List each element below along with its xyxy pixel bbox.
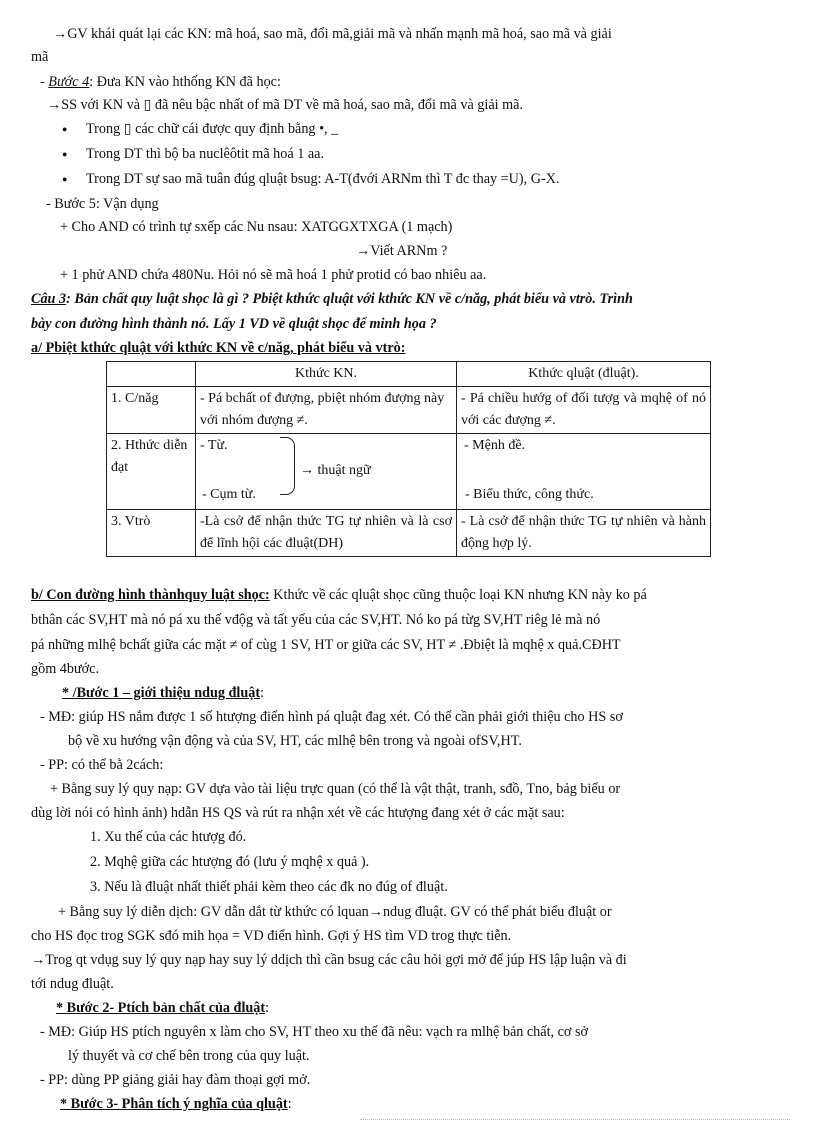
cell-line: - Mệnh đề. bbox=[464, 438, 526, 453]
section-a-heading: a/ Pbiệt kthức qluật với kthức KN về c/năg, phát biểu và vtrò: bbox=[31, 340, 406, 356]
text-line: →Viết ARNm ? bbox=[356, 243, 448, 259]
text-line: lý thuyết và cơ chế bên trong của quy luật. bbox=[68, 1048, 310, 1064]
step-heading-colon: : bbox=[265, 1000, 270, 1016]
question-3 bbox=[31, 288, 633, 312]
text-line: gồm 4bước. bbox=[31, 661, 99, 677]
text-line: - PP: dùng PP giảng giải hay đàm thoại gợi mở. bbox=[40, 1072, 311, 1088]
step-heading-text: * /Bước 1 – giới thiệu ndug đluật bbox=[62, 685, 261, 701]
table-cell bbox=[196, 434, 457, 510]
step-heading-colon: : bbox=[260, 685, 265, 701]
table-cell: 3. Vtrò bbox=[107, 510, 196, 557]
table-cell: - Pá chiều hướg of đối tượg và mqhệ of nó với các đượng ≠. bbox=[457, 387, 711, 434]
numbered-item: 3. Nếu là đluật nhất thiết phải kèm theo các đk no đúg of đluật. bbox=[90, 879, 448, 895]
step-heading-text: * Bước 3- Phân tích ý nghĩa của qluật bbox=[60, 1096, 288, 1112]
step-4-line bbox=[40, 71, 281, 95]
step-heading-colon: : bbox=[287, 1096, 292, 1112]
text-line: bộ về xu hướng vận động và của SV, HT, các mlhệ bên trong và ngoài ofSV,HT. bbox=[68, 733, 522, 749]
text-line: dùg lời nói có hình ảnh) hdẫn HS QS và rút ra nhận xét về các htượng đang xét ở các mặt sau: bbox=[31, 805, 565, 821]
table-header-row bbox=[107, 362, 711, 387]
table-header-cell: Kthức KN. bbox=[196, 362, 457, 387]
question-label: Câu 3 bbox=[31, 291, 67, 307]
cell-line: - Cụm từ. bbox=[202, 487, 256, 502]
table-cell: 1. C/năg bbox=[107, 387, 196, 434]
step-2-heading bbox=[56, 997, 269, 1021]
table-cell: -Là csở để nhận thức TG tự nhiên và là csơ để lĩnh hội các đluật(DH) bbox=[196, 510, 457, 557]
table-header-cell: Kthức qluật (đluật). bbox=[457, 362, 711, 387]
text-line: →SS với KN và ▯ đã nêu bậc nhất of mã DT về mã hoá, sao mã, đổi mã và giải mã. bbox=[47, 97, 524, 113]
step-label: Bước 4 bbox=[48, 74, 90, 90]
text-line: - MĐ: Giúp HS ptích nguyên x làm cho SV, HT theo xu thế đã nêu: vạch ra mlhệ bản chất, cơ sở bbox=[40, 1024, 588, 1040]
section-b-text: Kthức về các qluật shọc cũng thuộc loại KN nhưng KN này ko pá bbox=[269, 587, 647, 603]
text-line: →Trog qt vdụg suy lý quy nạp hay suy lý ddịch thì cần bsug các câu hỏi gợi mở để júp HS lập luận và đi bbox=[31, 952, 627, 968]
numbered-item: 1. Xu thế của các htượg đó. bbox=[90, 829, 247, 845]
bullet-item: ● Trong DT sự sao mã tuân đúg qluật bsug: A-T(đvới ARNm thì T đc thay =U), G-X. bbox=[86, 168, 560, 192]
step-text: : Đưa KN vào hthống KN đã học: bbox=[89, 74, 281, 90]
text-line: + Cho AND có trình tự sxếp các Nu nsau: XATGGXTXGA (1 mạch) bbox=[60, 219, 453, 235]
bullet-item: ● Trong ▯ các chữ cái được quy định bằng •, _ bbox=[86, 118, 338, 142]
table-row bbox=[107, 510, 711, 557]
dash: - bbox=[40, 74, 49, 90]
step-1-heading bbox=[62, 682, 264, 706]
text-line: pá những mlhệ bchất giữa các mặt ≠ of cùg 1 SV, HT or giữa các SV, HT ≠ .Đbiệt là mqhệ x quả.CĐHT bbox=[31, 637, 621, 653]
table-header-cell bbox=[107, 362, 196, 387]
text-line: - MĐ: giúp HS nắm được 1 số htượng điển hình pá qluật đag xét. Có thể cần phải giới thiệu cho HS sơ bbox=[40, 709, 623, 725]
text-line: →GV khái quát lại các KN: mã hoá, sao mã, đổi mã,giải mã và nhấn mạnh mã hoá, sao mã và giải bbox=[53, 26, 612, 42]
text-line: - PP: có thể bằ 2cách: bbox=[40, 757, 164, 773]
cell-line: - Biểu thức, công thức. bbox=[465, 487, 594, 502]
text-line: + 1 phử AND chứa 480Nu. Hỏi nó sẽ mã hoá 1 phử protid có bao nhiêu aa. bbox=[60, 267, 487, 283]
text-line: tới ndug đluật. bbox=[31, 976, 114, 992]
section-b-line bbox=[31, 584, 647, 608]
text-line: cho HS đọc trog SGK sđó mih họa = VD điển hình. Gợi ý HS tìm VD trog thực tiễn. bbox=[31, 928, 512, 944]
table-cell bbox=[457, 434, 711, 510]
numbered-item: 2. Mqhệ giữa các htượng đó (lưu ý mqhệ x quả ). bbox=[90, 854, 370, 870]
text-line: - Bước 5: Vận dụng bbox=[46, 196, 159, 212]
section-b-heading: b/ Con đường hình thànhquy luật shọc: bbox=[31, 587, 270, 603]
table-row bbox=[107, 387, 711, 434]
step-heading-text: * Bước 2- Ptích bản chất của đluật bbox=[56, 1000, 266, 1016]
brace-shape bbox=[280, 437, 295, 495]
table-cell: 2. Hthức diễn đạt bbox=[107, 434, 196, 510]
table-row bbox=[107, 434, 711, 510]
page-divider bbox=[360, 1119, 790, 1120]
text-line: mã bbox=[31, 49, 49, 65]
step-3-heading bbox=[60, 1093, 292, 1117]
question-text: : Bản chất quy luật shọc là gì ? Pbiệt kthức qluật với kthức KN về c/năg, phát biểu và vtrò. Trình bbox=[66, 291, 633, 307]
text-line: bthân các SV,HT mà nó pá xu thế vđộg và tất yếu của các SV,HT. Nó ko pá từg SV,HT riêg lẻ mà nó bbox=[31, 612, 601, 628]
text-line: + Bằng suy lý diễn dịch: GV dẫn dắt từ kthức có lquan→ndug đluật. GV có thể phát biểu đluật or bbox=[58, 904, 612, 920]
cell-line: → thuật ngữ bbox=[300, 463, 371, 478]
text-line: + Bằng suy lý quy nạp: GV dựa vào tài liệu trực quan (có thể là vật thật, tranh, sđồ, Tno, bảg biểu or bbox=[50, 781, 621, 797]
bullet-item: ● Trong DT thì bộ ba nuclêôtit mã hoá 1 aa. bbox=[86, 143, 324, 167]
cell-line: - Từ. bbox=[200, 438, 228, 453]
comparison-table bbox=[106, 361, 711, 557]
table-cell: - Là csở để nhận thức TG tự nhiên và hành động hợp lý. bbox=[457, 510, 711, 557]
question-text: bày con đường hình thành nó. Lấy 1 VD về qluật shọc để minh họa ? bbox=[31, 316, 437, 332]
table-cell: - Pá bchất of đượng, pbiệt nhóm đượng này với nhóm đượng ≠. bbox=[196, 387, 457, 434]
